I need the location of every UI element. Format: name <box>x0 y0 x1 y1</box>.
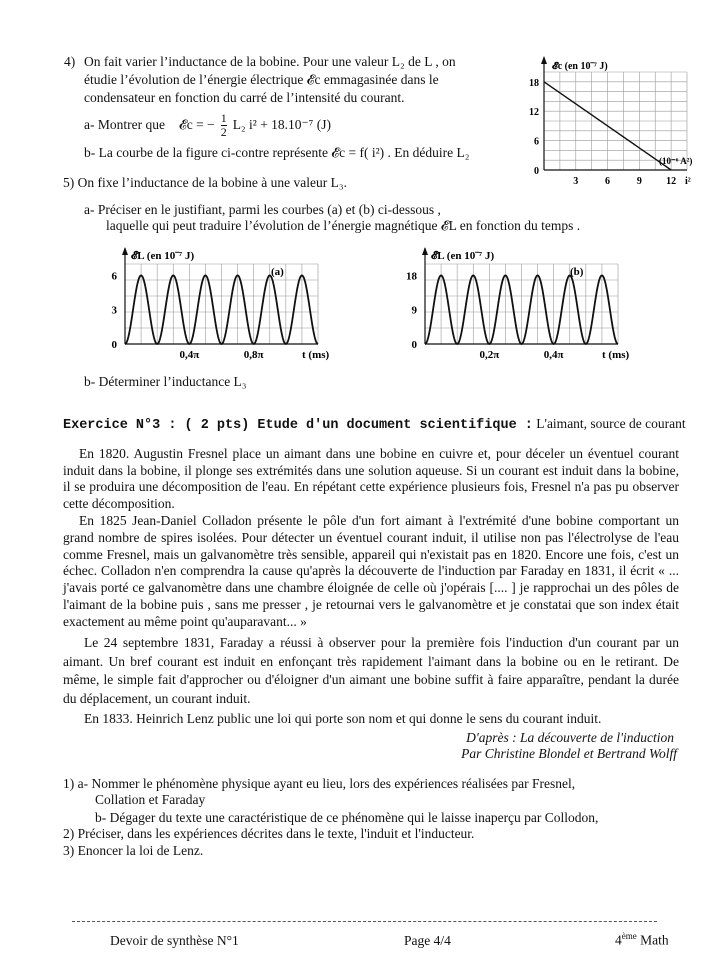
question-1a: 1) a- Nommer le phénomène physique ayant eu lieu, lors des expériences réalisées par Fresnel, <box>63 776 576 791</box>
q4a-fraction <box>221 112 227 139</box>
question-2: 2) Préciser, dans les expériences décrites dans le texte, l'induit et l'inducteur. <box>63 826 475 841</box>
chart-b <box>400 244 640 366</box>
ec-y-label: 𝓔c (en 10⁻⁷ J) <box>552 61 608 72</box>
footer-divider <box>72 921 657 922</box>
q4a-frac-num: 1 <box>220 110 227 125</box>
doc-source-1: D'après : La découverte de l'induction <box>466 730 674 745</box>
footer-right <box>615 931 669 949</box>
q4a-prefix: a- Montrer que <box>84 117 165 132</box>
b-y-tick: 9 <box>411 304 417 317</box>
chart-a <box>100 244 340 366</box>
ec-x-tick: 3 <box>573 176 579 187</box>
q4a-lhs: 𝓔c = − <box>178 117 215 132</box>
ex3-title-main: Exercice N°3 : ( 2 pts) Etude d'un document scientifique : <box>63 418 533 433</box>
q4a-frac-den: 2 <box>220 124 227 139</box>
b-y-tick: 0 <box>411 339 417 351</box>
ec-y-tick: 6 <box>534 136 539 148</box>
b-y-tick: 18 <box>406 270 417 283</box>
q4-line-3: condensateur en fonction du carré de l’intensité du courant. <box>84 90 405 105</box>
q4-part-a <box>84 108 331 142</box>
chart-b-tag: (b) <box>570 266 584 278</box>
chart-a-y-label: 𝓔L (en 10⁻⁷ J) <box>131 250 195 262</box>
ec-chart <box>510 52 700 192</box>
ec-y-tick: 12 <box>529 107 539 119</box>
footer-level-num: 4 <box>615 932 622 948</box>
q4-line-2: étudie l’évolution de l’énergie électrique 𝓔c emmagasinée dans le <box>84 72 439 87</box>
q4-line-1: On fait varier l’inductance de la bobine. Pour une valeur L₂ de L , on <box>84 54 456 69</box>
doc-paragraph-2: En 1825 Jean-Daniel Colladon présente le pôle d'un fort aimant à l'extrémité d'une bobine comportant un grand nombre de spires isolées. Pour détecter un éventuel courant induit, il utilise non pas l'électrolyse de l'eau comme Fresnel, mais un galvanomètre très sensible, appareil qui n'existait pas en 1820. Encore une fois, c'est un échec. Colladon n'en comprendra la cause qu'après la découverte de l'induction par Faraday en 1831, il écrit « ... j'avais porté ce galvanomètre dans une chambre éloignée de celle où j'opérais [.... ] je rapprochai un des pôles de l'aimant de la bobine puis , sans me presser , je retournai vers le galvanomètre et je constatai que son index était exactement au même point qu'auparavant... » <box>63 513 679 629</box>
a-x-tick: 0,8π <box>243 349 264 361</box>
footer-page: Page 4/4 <box>404 933 451 948</box>
q5-line: 5) On fixe l’inductance de la bobine à une valeur L₃. <box>63 175 347 190</box>
q4-number: 4) <box>64 54 76 69</box>
a-y-tick: 6 <box>111 270 117 283</box>
question-1a-cont: Collation et Faraday <box>95 792 206 807</box>
q4-part-b: b- La courbe de la figure ci-contre représente 𝓔c = f( i²) . En déduire L₂ <box>84 145 470 160</box>
ec-y-tick: 0 <box>534 166 539 177</box>
doc-paragraph-3: Le 24 septembre 1831, Faraday a réussi à observer pour la première fois l'induction d'un courant par un aimant. Un bref courant est induit en enfonçant très rapidement l'aimant dans la bobine ou en le retirant. De même, le simple fait d'approcher ou d'éloigner d'un aimant une bobine suffit à faire apparaître, pendant la durée du déplacement, un courant induit. <box>63 635 679 706</box>
b-x-tick: 0,2π <box>479 349 500 361</box>
ec-y-tick: 18 <box>529 77 539 89</box>
ex3-title-subject: L'aimant, source de courant <box>532 416 686 431</box>
a-y-tick: 3 <box>111 304 117 317</box>
doc-paragraph-1: En 1820. Augustin Fresnel place un aimant dans une bobine en cuivre et, pour déceler un éventuel courant induit dans la bobine, il plonge ses extrémités dans une solution aqueuse. Si un courant est induit dans la bobine, il se produira une décomposition de l'eau. En répétant cette expérience plusieurs fois, Fresnel n'a pas pu observer cette décomposition. <box>63 446 679 511</box>
a-y-tick: 0 <box>111 339 117 351</box>
q4a-rhs: L₂ i² + 18.10⁻⁷ (J) <box>232 117 332 132</box>
ec-x-tick: 9 <box>636 176 642 187</box>
chart-a-tag: (a) <box>271 266 284 278</box>
ec-x-tick: 6 <box>605 176 611 187</box>
chart-b-y-label: 𝓔L (en 10⁻⁷ J) <box>431 250 495 262</box>
q5-part-b: b- Déterminer l’inductance L₃ <box>84 374 247 389</box>
ec-x-label: i² <box>685 176 691 187</box>
question-3: 3) Enoncer la loi de Lenz. <box>63 843 204 858</box>
doc-source-2: Par Christine Blondel et Bertrand Wolff <box>461 746 677 761</box>
q5a-line-2: laquelle qui peut traduire l’évolution de l’énergie magnétique 𝓔L en fonction du temps . <box>106 218 581 233</box>
b-x-tick: 0,4π <box>543 349 564 361</box>
a-x-tick: 0,4π <box>179 349 200 361</box>
ec-x-tick: 12 <box>666 176 677 187</box>
ex3-title <box>63 416 686 433</box>
footer-level-sup: ème <box>621 931 637 941</box>
chart-a-x-label: t (ms) <box>302 349 330 361</box>
doc-paragraph-4: En 1833. Heinrich Lenz public une loi qui porte son nom et qui donne le sens du courant induit. <box>84 711 602 726</box>
q5a-line-1: a- Préciser en le justifiant, parmi les courbes (a) et (b) ci-dessous , <box>84 202 441 217</box>
ec-x-unit: (10⁻⁶ A²) <box>659 156 693 166</box>
chart-b-x-label: t (ms) <box>602 349 630 361</box>
footer-level-word: Math <box>636 932 669 948</box>
footer-left: Devoir de synthèse N°1 <box>110 933 239 948</box>
question-1b: b- Dégager du texte une caractéristique de ce phénomène qui le laisse inaperçu par Collodon, <box>95 810 599 825</box>
